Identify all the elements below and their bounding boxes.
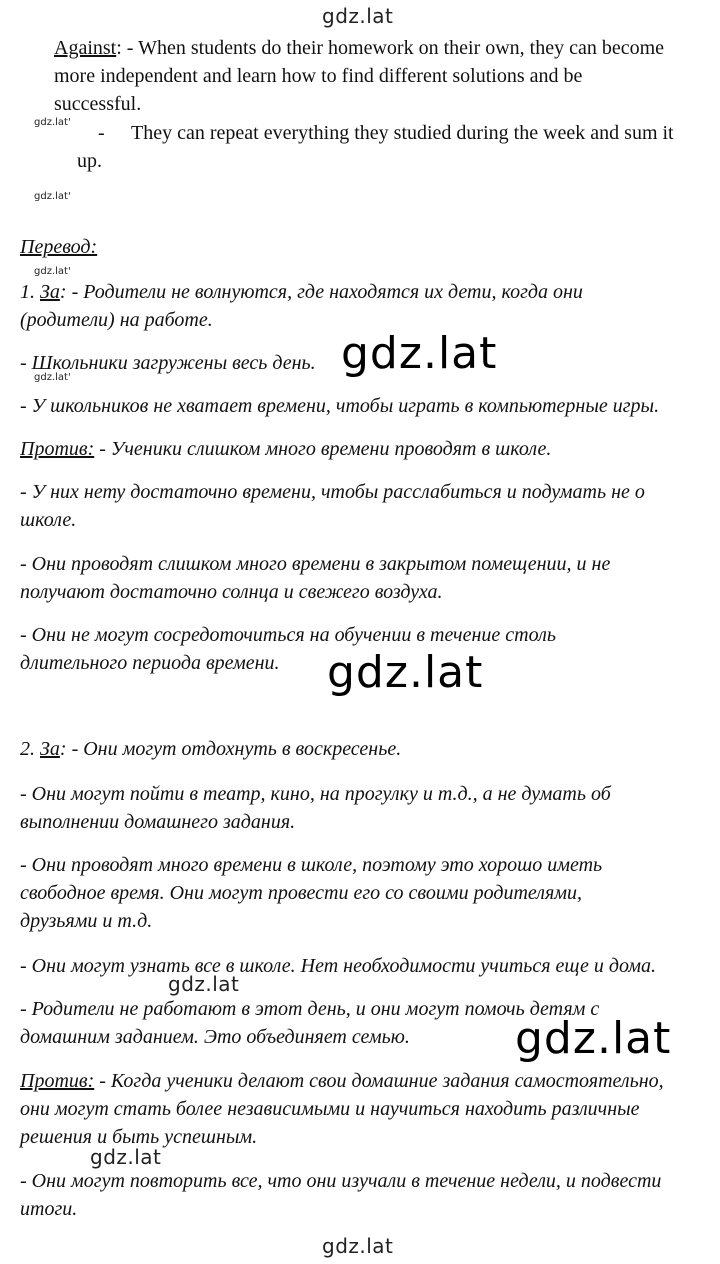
repeat-line-1: They can repeat everything they studied during the week and sum it bbox=[131, 122, 674, 144]
protiv-2-line-2: они могут стать более независимыми и научиться находить различные bbox=[20, 1098, 640, 1120]
watermark-tiny-1: gdz.lat' bbox=[34, 117, 71, 128]
watermark-small-2: gdz.lat bbox=[168, 972, 240, 996]
against-label: Against bbox=[54, 37, 117, 59]
watermark-tiny-3: gdz.lat' bbox=[34, 266, 71, 277]
para-7-line-1: - Они не могут сосредоточиться на обучении в течение столь bbox=[20, 624, 556, 646]
para-12-line-2: домашним заданием. Это объединяет семью. bbox=[20, 1026, 410, 1048]
protiv-2-line-1: Против: - Когда ученики делают свои домашние задания самостоятельно, bbox=[20, 1070, 664, 1092]
para-5-line-2: школе. bbox=[20, 509, 77, 531]
s1-line-1: 1. За: - Родители не волнуются, где находятся их дети, когда они bbox=[20, 281, 583, 303]
para-6-line-2: получают достаточно солнца и свежего воздуха. bbox=[20, 581, 443, 603]
s2-line: 2. За: - Они могут отдохнуть в воскресенье. bbox=[20, 738, 402, 760]
repeat-dash: - bbox=[98, 122, 105, 144]
para-14-line-1: - Они могут повторить все, что они изучали в течение недели, и подвести bbox=[20, 1170, 662, 1192]
para-14-line-2: итоги. bbox=[20, 1198, 78, 1220]
para-11: - Они могут узнать все в школе. Нет необходимости учиться еще и дома. bbox=[20, 955, 657, 977]
watermark-top: gdz.lat bbox=[322, 4, 394, 28]
against-line-2: more independent and learn how to find different solutions and be bbox=[54, 65, 583, 87]
protiv-1-label: Против: bbox=[20, 438, 95, 460]
watermark-bottom: gdz.lat bbox=[322, 1234, 394, 1258]
protiv-2-line-3: решения и быть успешным. bbox=[20, 1126, 258, 1148]
watermark-large-1: gdz.lat bbox=[341, 328, 498, 379]
watermark-tiny-4: gdz.lat' bbox=[34, 372, 71, 383]
para-10-line-2: свободное время. Они могут провести его со своими родителями, bbox=[20, 882, 583, 904]
repeat-line-2: up. bbox=[77, 150, 102, 172]
watermark-large-3: gdz.lat bbox=[515, 1013, 672, 1064]
protiv-2-label: Против: bbox=[20, 1070, 95, 1092]
para-9-line-1: - Они могут пойти в театр, кино, на прогулку и т.д., а не думать об bbox=[20, 783, 611, 805]
watermark-tiny-2: gdz.lat' bbox=[34, 191, 71, 202]
s1-line-2: (родители) на работе. bbox=[20, 309, 213, 331]
watermark-small-3: gdz.lat bbox=[90, 1145, 162, 1169]
para-5-line-1: - У них нету достаточно времени, чтобы расслабиться и подумать не о bbox=[20, 481, 645, 503]
para-6-line-1: - Они проводят слишком много времени в закрытом помещении, и не bbox=[20, 553, 611, 575]
para-10-line-3: друзьями и т.д. bbox=[20, 910, 153, 932]
s2-za-label: За bbox=[40, 738, 60, 760]
watermark-large-2: gdz.lat bbox=[327, 647, 484, 698]
protiv-1: Против: - Ученики слишком много времени проводят в школе. bbox=[20, 438, 552, 460]
para-7-line-2: длительного периода времени. bbox=[20, 652, 280, 674]
translation-heading: Перевод: bbox=[20, 236, 98, 258]
para-12-line-1: - Родители не работают в этот день, и они могут помочь детям с bbox=[20, 998, 600, 1020]
against-line-1: Against: - When students do their homework on their own, they can become bbox=[54, 37, 665, 59]
s1-za-label: За bbox=[40, 281, 60, 303]
para-3: - У школьников не хватает времени, чтобы играть в компьютерные игры. bbox=[20, 395, 660, 417]
para-2: - Школьники загружены весь день. bbox=[20, 352, 316, 374]
para-9-line-2: выполнении домашнего задания. bbox=[20, 811, 296, 833]
against-line-3: successful. bbox=[54, 93, 142, 115]
para-10-line-1: - Они проводят много времени в школе, поэтому это хорошо иметь bbox=[20, 854, 603, 876]
